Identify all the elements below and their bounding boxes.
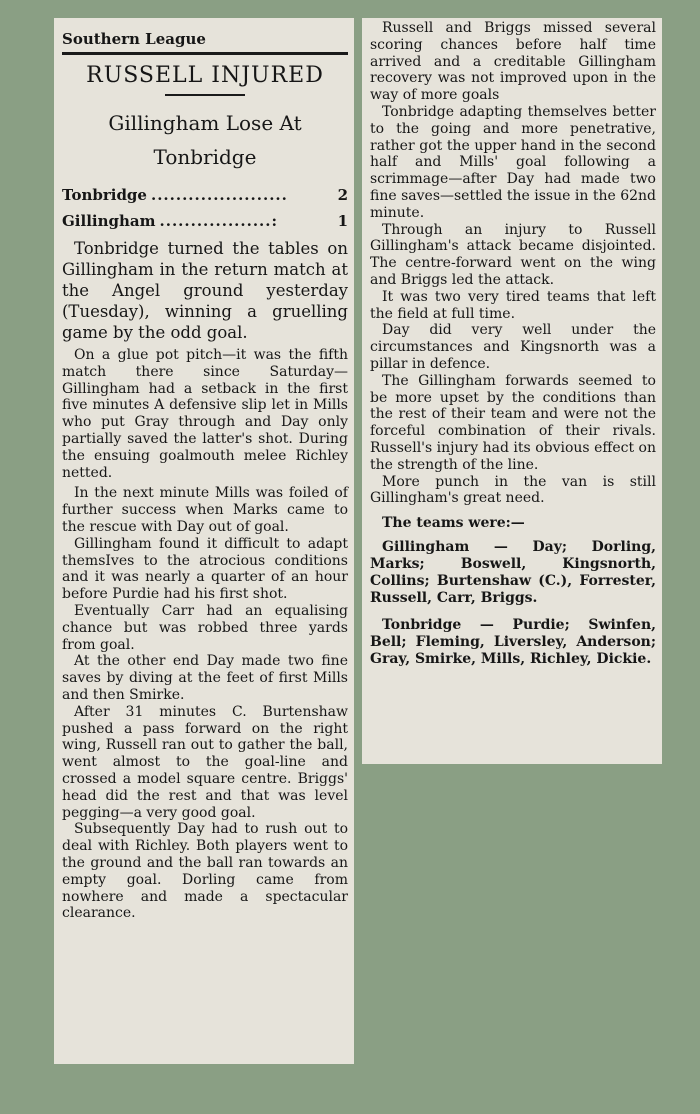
body-paragraph: Day did very well under the circumstances and Kingsnorth was a pillar in defence.: [370, 322, 656, 372]
teams-intro: The teams were:—: [382, 515, 525, 532]
body-paragraph: Russell and Briggs missed several scoring chances before half time arrived and a creditable Gillingham recovery was not improved upon in the way of more goals: [370, 20, 656, 104]
score-row-home: [62, 182, 348, 208]
body-paragraph: Gillingham found it difficult to adapt themsIves to the atrocious conditions and it was nearly a quarter of an hour before Purdie had his first shot.: [62, 535, 348, 603]
headline-rule: [165, 94, 245, 96]
leader-dots: ......................: [150, 186, 288, 204]
subheadline: [62, 106, 348, 174]
body-paragraph: On a glue pot pitch—it was the fifth match there since Saturday—Gillingham had a setback in the first five minutes A defensive slip let in Mills who put Gray through and Day only partially saved the latter's shot. During the ensuing goalmouth melee Richley netted.: [62, 347, 348, 481]
section-label: Southern League: [62, 30, 206, 48]
body-paragraph: The Gillingham forwards seemed to be more upset by the conditions than the rest of their team and were not the forceful combination of their rivals. Russell's injury had its obvious effect on the strength of the line.: [370, 372, 656, 473]
article-column-left: [54, 18, 354, 1064]
body-paragraph: Tonbridge adapting themselves better to the going and more penetrative, rather got the upper hand in the second half and Mills' goal following a scrimmage—after Day had made two fine saves—settled the issue in the 62nd minute.: [370, 103, 656, 221]
lineup-tonbridge: Tonbridge — Purdie; Swinfen, Bell; Fleming, Liversley, Anderson; Gray, Smirke, Mills, Richley, Dickie.: [370, 617, 656, 668]
body-paragraph: At the other end Day made two fine saves by diving at the feet of first Mills and then Smirke.: [62, 653, 348, 703]
subheadline-line-1: Gillingham Lose At: [108, 111, 302, 135]
away-team: Gillingham: [62, 212, 156, 230]
body-paragraph: Subsequently Day had to rush out to deal with Richley. Both players went to the ground and the ball ran towards an empty goal. Dorling came from nowhere and made a spectacular clearance.: [62, 821, 348, 922]
headline: RUSSELL INJURED: [86, 63, 324, 88]
lead-paragraph: Tonbridge turned the tables on Gillingham in the return match at the Angel ground yesterday (Tuesday), winning a gruelling game by the odd goal.: [62, 239, 348, 342]
body-paragraph: It was two very tired teams that left the field at full time.: [370, 288, 656, 322]
section-rule: [62, 52, 348, 55]
subheadline-line-2: Tonbridge: [153, 145, 257, 169]
body-paragraph: Eventually Carr had an equalising chance but was robbed three yards from goal.: [62, 602, 348, 653]
body-paragraph: In the next minute Mills was foiled of further success when Marks came to the rescue with Day out of goal.: [62, 485, 348, 535]
lineup-gillingham: Gillingham — Day; Dorling, Marks; Boswell, Kingsnorth, Collins; Burtenshaw (C.), Forrester, Russell, Carr, Briggs.: [370, 539, 656, 607]
leader-dots: ..................:: [159, 212, 279, 230]
body-paragraph: More punch in the van is still Gillingham's great need.: [370, 473, 656, 507]
score-row-away: [62, 208, 348, 234]
article-column-right: [362, 18, 662, 764]
away-score: 1: [337, 212, 348, 230]
home-team: Tonbridge: [62, 186, 147, 204]
score-table: [62, 182, 348, 234]
body-paragraph: Through an injury to Russell Gillingham's attack became disjointed. The centre-forward went on the wing and Briggs led the attack.: [370, 221, 656, 288]
body-paragraph: After 31 minutes C. Burtenshaw pushed a pass forward on the right wing, Russell ran out to gather the ball, went almost to the goal-line and crossed a model square centre. Briggs' head did the rest and that was level pegging—a very good goal.: [62, 703, 348, 821]
home-score: 2: [337, 186, 348, 204]
